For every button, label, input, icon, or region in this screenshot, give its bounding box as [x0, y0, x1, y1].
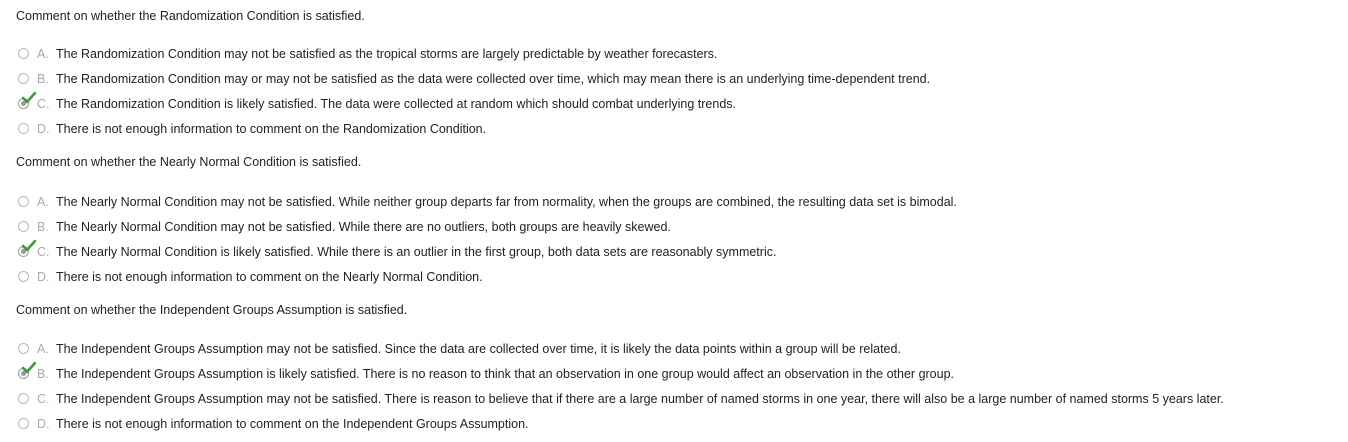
q3-option-d-radio-wrap [18, 417, 32, 431]
q2-option-d-radio[interactable] [18, 271, 29, 282]
q3-option-a-radio-wrap [18, 342, 32, 356]
q2-option-c[interactable] [18, 243, 776, 261]
q2-option-b-radio[interactable] [18, 221, 29, 232]
q3-option-c[interactable] [18, 390, 1224, 408]
q2-option-b[interactable] [18, 218, 671, 236]
q2-option-c-letter: C. [37, 245, 50, 259]
q2-option-a-radio-wrap [18, 195, 32, 209]
q1-option-d-radio[interactable] [18, 123, 29, 134]
correct-checkmark-icon [22, 92, 36, 104]
q2-option-b-letter: B. [37, 220, 49, 234]
q3-option-c-radio-wrap [18, 392, 32, 406]
q3-option-c-text: The Independent Groups Assumption may not be satisfied. There is reason to believe that if there are a large number of named storms in one year, there will also be a large number of named storms 5 years later. [56, 392, 1224, 406]
q1-option-d-text: There is not enough information to comment on the Randomization Condition. [56, 122, 487, 136]
q3-option-c-radio[interactable] [18, 393, 29, 404]
q1-option-c[interactable] [18, 95, 736, 113]
q3-option-d-radio[interactable] [18, 418, 29, 429]
q2-option-b-radio-wrap [18, 220, 32, 234]
q1-option-b-radio[interactable] [18, 73, 29, 84]
q1-option-a[interactable] [18, 45, 717, 63]
q1-option-c-letter: C. [37, 97, 50, 111]
q3-option-c-letter: C. [37, 392, 50, 406]
q3-option-b-radio-wrap [18, 367, 32, 381]
q2-option-b-text: The Nearly Normal Condition may not be satisfied. While there are no outliers, both groups are heavily skewed. [56, 220, 671, 234]
question-1-prompt: Comment on whether the Randomization Condition is satisfied. [16, 9, 365, 23]
q1-option-b-letter: B. [37, 72, 49, 86]
q1-option-a-radio-wrap [18, 47, 32, 61]
correct-checkmark-icon [22, 240, 36, 252]
q1-option-d[interactable] [18, 120, 486, 138]
q3-option-b[interactable] [18, 365, 954, 383]
q2-option-d-radio-wrap [18, 270, 32, 284]
q2-option-c-radio-wrap [18, 245, 32, 259]
q3-option-d-letter: D. [37, 417, 50, 431]
q1-option-b-radio-wrap [18, 72, 32, 86]
q3-option-a-letter: A. [37, 342, 49, 356]
q3-option-a-text: The Independent Groups Assumption may not be satisfied. Since the data are collected over time, it is likely the data points within a group will be related. [56, 342, 901, 356]
q2-option-a-radio[interactable] [18, 196, 29, 207]
q2-option-a-letter: A. [37, 195, 49, 209]
q1-option-a-text: The Randomization Condition may not be satisfied as the tropical storms are largely predictable by weather forecasters. [56, 47, 718, 61]
q1-option-a-letter: A. [37, 47, 49, 61]
q2-option-d-letter: D. [37, 270, 50, 284]
q3-option-d[interactable] [18, 415, 529, 433]
q3-option-d-text: There is not enough information to comment on the Independent Groups Assumption. [56, 417, 529, 431]
q3-option-b-letter: B. [37, 367, 49, 381]
q1-option-d-radio-wrap [18, 122, 32, 136]
q1-option-b-text: The Randomization Condition may or may not be satisfied as the data were collected over time, which may mean there is an underlying time-dependent trend. [56, 72, 931, 86]
q1-option-c-radio-wrap [18, 97, 32, 111]
q2-option-c-text: The Nearly Normal Condition is likely satisfied. While there is an outlier in the first group, both data sets are reasonably symmetric. [56, 245, 777, 259]
q1-option-c-text: The Randomization Condition is likely satisfied. The data were collected at random which should combat underlying trends. [56, 97, 736, 111]
q1-option-d-letter: D. [37, 122, 50, 136]
q3-option-a-radio[interactable] [18, 343, 29, 354]
q2-option-a[interactable] [18, 193, 957, 211]
q1-option-a-radio[interactable] [18, 48, 29, 59]
question-2-prompt: Comment on whether the Nearly Normal Condition is satisfied. [16, 155, 362, 169]
q3-option-a[interactable] [18, 340, 901, 358]
correct-checkmark-icon [22, 362, 36, 374]
q2-option-a-text: The Nearly Normal Condition may not be satisfied. While neither group departs far from normality, when the groups are combined, the resulting data set is bimodal. [56, 195, 957, 209]
q2-option-d[interactable] [18, 268, 483, 286]
question-3-prompt: Comment on whether the Independent Groups Assumption is satisfied. [16, 303, 408, 317]
q2-option-d-text: There is not enough information to comment on the Nearly Normal Condition. [56, 270, 483, 284]
q3-option-b-text: The Independent Groups Assumption is likely satisfied. There is no reason to think that an observation in one group would affect an observation in the other group. [56, 367, 955, 381]
q1-option-b[interactable] [18, 70, 930, 88]
